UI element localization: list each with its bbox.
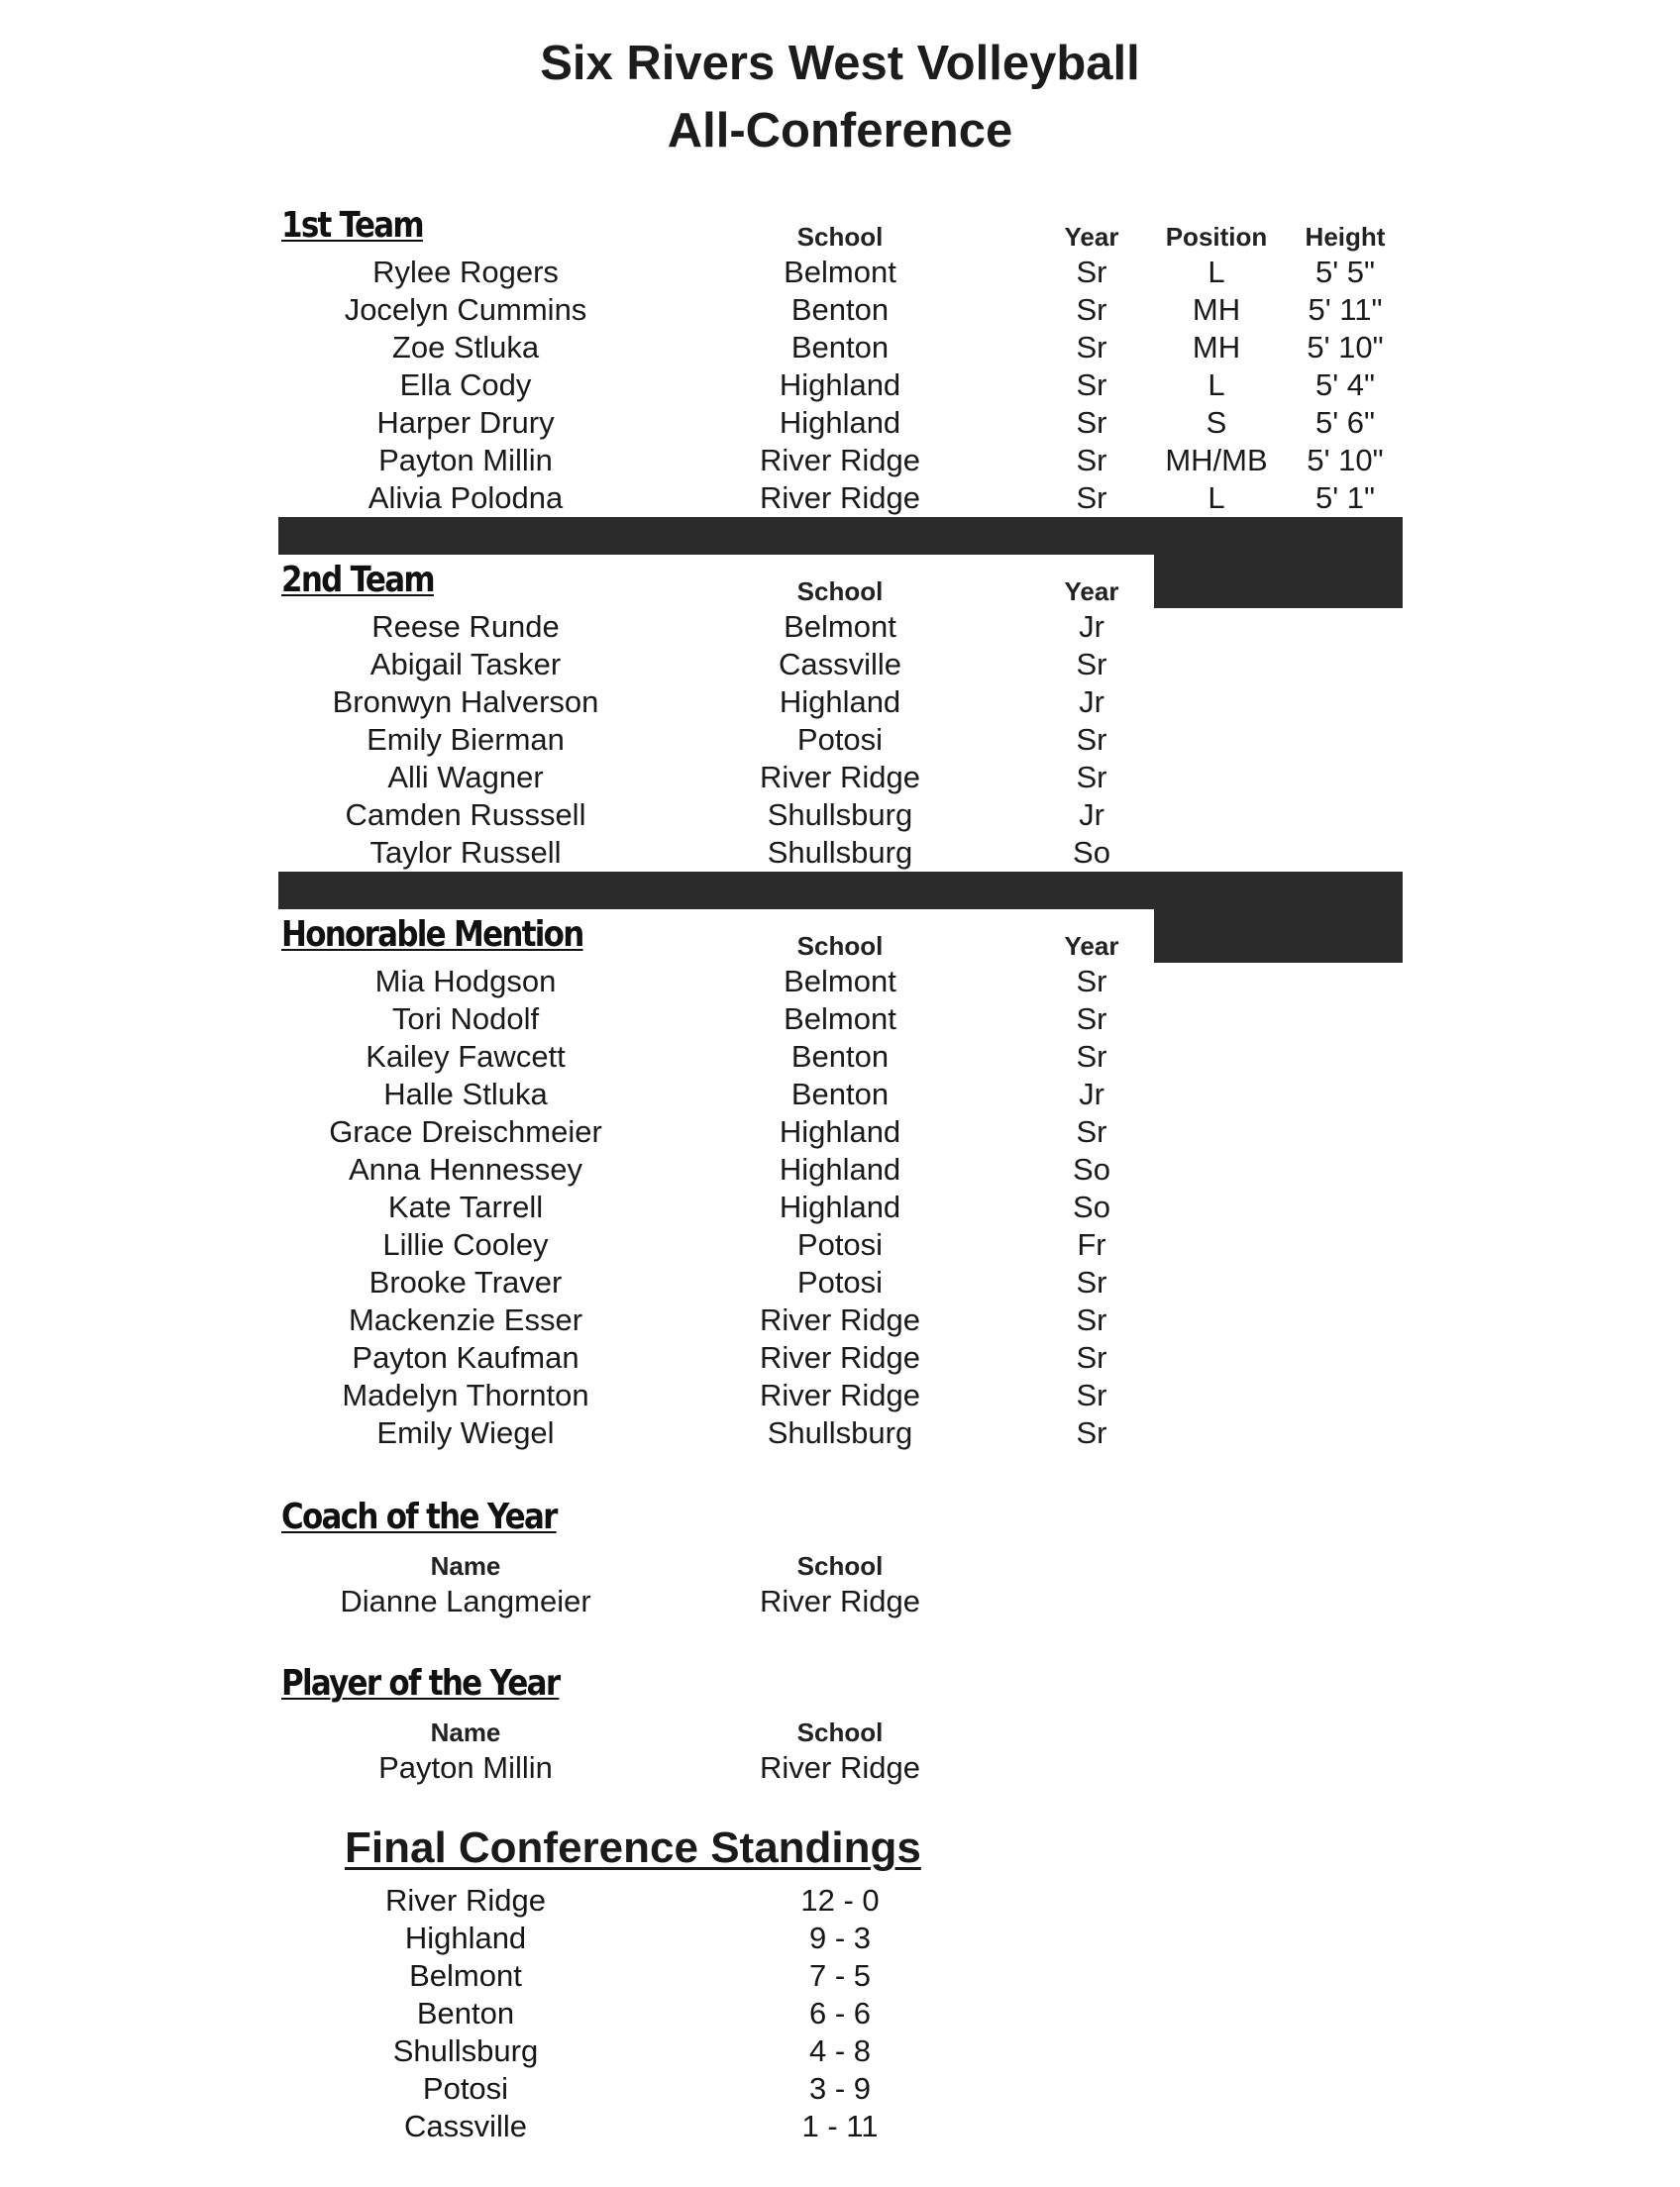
section-divider-bar xyxy=(278,517,1403,555)
player-year: Sr xyxy=(1076,443,1107,477)
team-record: 3 - 9 xyxy=(808,2071,872,2106)
player-name: Halle Stluka xyxy=(383,1077,548,1111)
player-school: Potosi xyxy=(796,722,884,757)
table-row xyxy=(0,1189,1680,1226)
player-year: Sr xyxy=(1076,647,1107,681)
team-name: River Ridge xyxy=(385,1883,546,1918)
player-year: Sr xyxy=(1076,1415,1107,1450)
standings-heading: Final Conference Standings xyxy=(345,1823,921,1872)
table-row xyxy=(0,1113,1680,1151)
table-row xyxy=(0,721,1680,759)
player-school: Benton xyxy=(790,1039,890,1074)
player-name: Alli Wagner xyxy=(387,760,544,794)
player-school: Benton xyxy=(790,292,890,327)
column-header-school: School xyxy=(796,1718,884,1747)
player-name: Kate Tarrell xyxy=(387,1190,544,1224)
player-year: Sr xyxy=(1076,330,1107,364)
player-school: Highland xyxy=(779,405,901,440)
table-row xyxy=(0,329,1680,366)
player-year: Sr xyxy=(1076,1265,1107,1300)
player-year: Sr xyxy=(1076,1039,1107,1074)
document-subtitle: All-Conference xyxy=(667,104,1013,157)
player-year: Jr xyxy=(1079,684,1104,719)
player-school: Shullsburg xyxy=(767,1415,913,1450)
player-school: Highland xyxy=(779,1114,901,1149)
player-school: Highland xyxy=(779,684,901,719)
player-position: MH xyxy=(1192,330,1241,364)
player-height: 5' 5" xyxy=(1314,255,1376,289)
player-school: Belmont xyxy=(784,255,896,289)
player-height: 5' 1" xyxy=(1314,480,1376,515)
coach-of-year-heading: Coach of the Year xyxy=(281,1497,557,1537)
table-row xyxy=(0,1302,1680,1339)
player-name: Mackenzie Esser xyxy=(348,1302,583,1337)
player-of-year-heading: Player of the Year xyxy=(281,1663,560,1704)
document-title: Six Rivers West Volleyball xyxy=(540,37,1140,90)
table-row xyxy=(0,608,1680,646)
table-row xyxy=(0,479,1680,517)
player-school: River Ridge xyxy=(760,760,920,794)
player-position: MH xyxy=(1192,292,1241,327)
table-row xyxy=(0,1038,1680,1076)
player-name: Kailey Fawcett xyxy=(366,1039,566,1074)
team-name: Cassville xyxy=(403,2109,528,2143)
player-name: Bronwyn Halverson xyxy=(332,684,599,719)
team-record: 4 - 8 xyxy=(808,2033,872,2068)
player-year: Jr xyxy=(1079,1077,1104,1111)
player-school: Potosi xyxy=(796,1265,884,1300)
player-name: Payton Millin xyxy=(378,1750,553,1785)
player-year: Sr xyxy=(1076,722,1107,757)
player-name: Mia Hodgson xyxy=(374,964,557,998)
column-header-year: Year xyxy=(1064,222,1119,252)
table-row xyxy=(0,759,1680,796)
player-school: River Ridge xyxy=(760,443,920,477)
player-school: Cassville xyxy=(778,647,902,681)
player-name: Ella Cody xyxy=(399,367,532,402)
team-record: 12 - 0 xyxy=(800,1883,880,1918)
player-year: Sr xyxy=(1076,480,1107,515)
player-height: 5' 6" xyxy=(1314,405,1376,440)
player-school: Highland xyxy=(779,1152,901,1187)
table-row xyxy=(0,1339,1680,1377)
player-name: Anna Hennessey xyxy=(348,1152,583,1187)
section-divider-bar xyxy=(278,872,1403,909)
standings-row xyxy=(0,1995,1680,2032)
team-name: Benton xyxy=(416,1996,515,2031)
team-record: 1 - 11 xyxy=(801,2109,879,2143)
table-row xyxy=(0,366,1680,404)
player-name: Emily Wiegel xyxy=(376,1415,555,1450)
team-record: 7 - 5 xyxy=(808,1958,872,1993)
player-school: River Ridge xyxy=(760,480,920,515)
player-name: Harper Drury xyxy=(376,405,555,440)
team-name: Highland xyxy=(404,1921,527,1955)
coach-school: River Ridge xyxy=(760,1584,920,1618)
column-header-school: School xyxy=(796,576,884,606)
player-name: Payton Millin xyxy=(378,443,553,477)
player-height: 5' 11" xyxy=(1308,292,1383,327)
table-row xyxy=(0,1264,1680,1302)
column-header-school: School xyxy=(796,1551,884,1581)
player-year: Sr xyxy=(1076,1340,1107,1375)
player-year: Sr xyxy=(1076,255,1107,289)
player-height: 5' 10" xyxy=(1307,443,1384,477)
table-row xyxy=(0,1414,1680,1452)
player-school: River Ridge xyxy=(760,1340,920,1375)
table-row xyxy=(0,1583,1680,1620)
table-row xyxy=(0,254,1680,291)
player-name: Jocelyn Cummins xyxy=(344,292,587,327)
player-school: Potosi xyxy=(796,1227,884,1262)
player-year: Jr xyxy=(1079,797,1104,832)
standings-row xyxy=(0,1957,1680,1995)
standings-row xyxy=(0,2108,1680,2145)
table-row xyxy=(0,442,1680,479)
player-year: Fr xyxy=(1077,1227,1106,1262)
team-record: 6 - 6 xyxy=(808,1996,872,2031)
section-divider-block xyxy=(1154,553,1403,608)
player-name: Grace Dreischmeier xyxy=(329,1114,602,1149)
player-year: Sr xyxy=(1076,292,1107,327)
team-record: 9 - 3 xyxy=(808,1921,872,1955)
standings-row xyxy=(0,1920,1680,1957)
player-school: Belmont xyxy=(784,609,896,644)
table-row xyxy=(0,834,1680,872)
table-row xyxy=(0,1076,1680,1113)
column-header-year: Year xyxy=(1064,931,1119,961)
column-header-name: Name xyxy=(430,1718,501,1747)
player-year: Jr xyxy=(1079,609,1104,644)
player-name: Lillie Cooley xyxy=(382,1227,549,1262)
player-year: So xyxy=(1073,1152,1110,1187)
table-row xyxy=(0,1226,1680,1264)
table-row xyxy=(0,683,1680,721)
player-name: Payton Kaufman xyxy=(352,1340,579,1375)
table-row xyxy=(0,963,1680,1000)
column-header-school: School xyxy=(796,222,884,252)
honorable-mention-heading: Honorable Mention xyxy=(281,914,583,955)
player-school: Highland xyxy=(779,367,901,402)
player-name: Madelyn Thornton xyxy=(342,1378,589,1412)
player-year: Sr xyxy=(1076,1378,1107,1412)
table-row xyxy=(0,291,1680,329)
player-height: 5' 4" xyxy=(1314,367,1376,402)
player-school: Belmont xyxy=(784,1001,896,1036)
player-name: Emily Bierman xyxy=(367,722,565,757)
player-year: So xyxy=(1073,835,1110,870)
table-row xyxy=(0,1749,1680,1787)
player-year: Sr xyxy=(1076,1114,1107,1149)
standings-row xyxy=(0,2070,1680,2108)
team-name: Shullsburg xyxy=(392,2033,539,2068)
column-header-name: Name xyxy=(430,1551,501,1581)
player-name: Tori Nodolf xyxy=(391,1001,540,1036)
column-header-position: Position xyxy=(1165,222,1268,252)
player-school: Highland xyxy=(779,1190,901,1224)
player-name: Rylee Rogers xyxy=(372,255,559,289)
player-year: Sr xyxy=(1076,1001,1107,1036)
coach-name: Dianne Langmeier xyxy=(340,1584,591,1618)
player-year: Sr xyxy=(1076,405,1107,440)
player-school: River Ridge xyxy=(760,1302,920,1337)
player-name: Zoe Stluka xyxy=(391,330,540,364)
standings-row xyxy=(0,2032,1680,2070)
column-header-height: Height xyxy=(1305,222,1386,252)
section-divider-block xyxy=(1154,907,1403,963)
player-school: River Ridge xyxy=(760,1378,920,1412)
player-school: Shullsburg xyxy=(767,835,913,870)
player-name: Reese Runde xyxy=(371,609,560,644)
table-row xyxy=(0,796,1680,834)
table-row xyxy=(0,404,1680,442)
table-row xyxy=(0,1377,1680,1414)
column-header-school: School xyxy=(796,931,884,961)
table-row xyxy=(0,1151,1680,1189)
player-name: Alivia Polodna xyxy=(368,480,564,515)
player-name: Abigail Tasker xyxy=(369,647,562,681)
team-name: Potosi xyxy=(422,2071,509,2106)
first-team-heading: 1st Team xyxy=(281,205,423,246)
player-year: Sr xyxy=(1076,760,1107,794)
player-height: 5' 10" xyxy=(1307,330,1384,364)
player-position: L xyxy=(1208,367,1225,402)
player-position: MH/MB xyxy=(1165,443,1268,477)
player-school: Benton xyxy=(790,330,890,364)
player-name: Taylor Russell xyxy=(369,835,562,870)
column-header-year: Year xyxy=(1064,576,1119,606)
player-name: Camden Russsell xyxy=(345,797,586,832)
table-row xyxy=(0,646,1680,683)
standings-row xyxy=(0,1882,1680,1920)
player-school: Shullsburg xyxy=(767,797,913,832)
player-position: L xyxy=(1208,255,1225,289)
player-year: So xyxy=(1073,1190,1110,1224)
player-school: Belmont xyxy=(784,964,896,998)
second-team-heading: 2nd Team xyxy=(281,560,434,600)
player-name: Brooke Traver xyxy=(368,1265,563,1300)
team-name: Belmont xyxy=(409,1958,522,1993)
player-position: L xyxy=(1208,480,1225,515)
player-position: S xyxy=(1206,405,1227,440)
player-year: Sr xyxy=(1076,964,1107,998)
player-school: River Ridge xyxy=(760,1750,920,1785)
player-year: Sr xyxy=(1076,1302,1107,1337)
table-row xyxy=(0,1000,1680,1038)
player-year: Sr xyxy=(1076,367,1107,402)
player-school: Benton xyxy=(790,1077,890,1111)
